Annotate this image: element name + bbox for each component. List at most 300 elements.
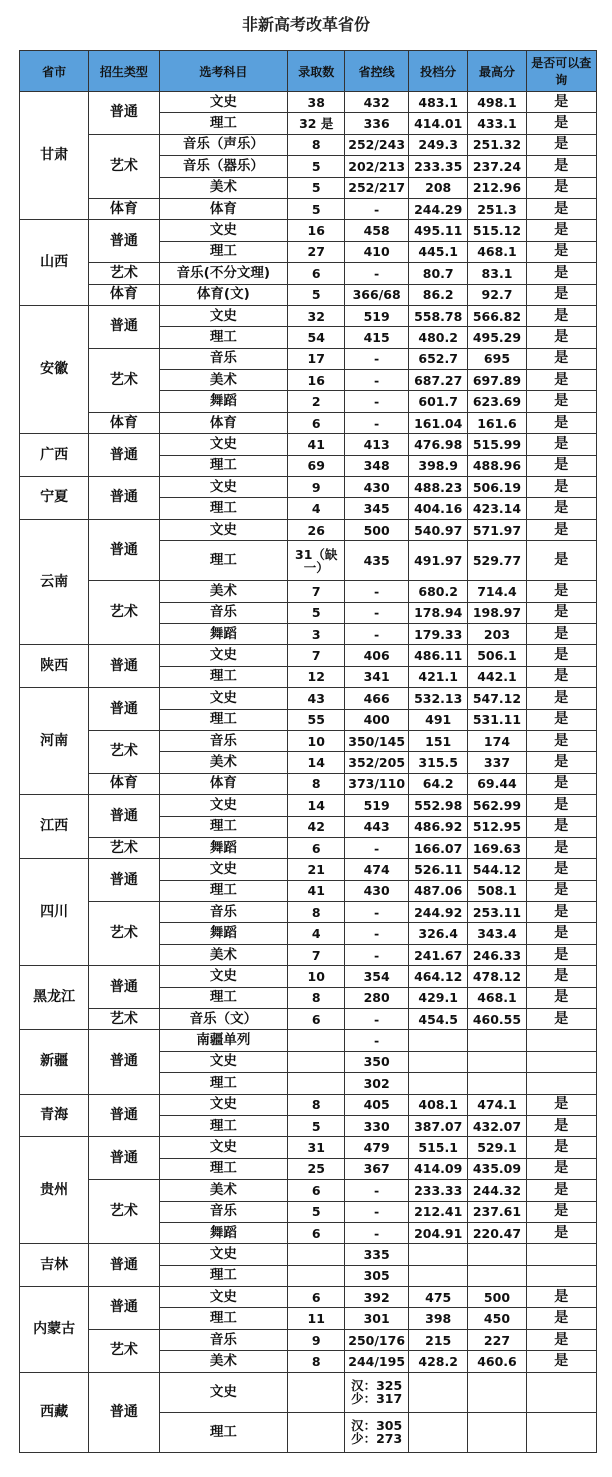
control-line-cell: 410 xyxy=(345,241,409,262)
subject-cell: 文史 xyxy=(159,859,288,880)
highest-score-cell: 571.97 xyxy=(468,519,526,540)
control-line-cell: - xyxy=(345,348,409,369)
admitted-count-cell: 41 xyxy=(288,434,345,455)
highest-score-cell: 244.32 xyxy=(468,1180,526,1201)
queryable-cell: 是 xyxy=(526,327,596,348)
subject-cell: 美术 xyxy=(159,752,288,773)
table-row xyxy=(20,773,597,794)
admitted-count-cell: 5 xyxy=(288,198,345,219)
filing-score-cell: 552.98 xyxy=(409,795,468,816)
admitted-count-cell: 6 xyxy=(288,1180,345,1201)
subject-cell: 理工 xyxy=(159,498,288,519)
queryable-cell xyxy=(526,1265,596,1286)
control-line-cell: - xyxy=(345,602,409,623)
table-row xyxy=(20,645,597,666)
filing-score-cell: 421.1 xyxy=(409,666,468,687)
province-cell: 甘肃 xyxy=(20,92,89,220)
header-province: 省市 xyxy=(20,51,89,92)
control-line-cell: 汉：305 少：273 xyxy=(345,1412,409,1452)
admission-type-cell: 普通 xyxy=(89,1094,159,1137)
highest-score-cell: 198.97 xyxy=(468,602,526,623)
queryable-cell: 是 xyxy=(526,1351,596,1372)
header-subject: 选考科目 xyxy=(159,51,288,92)
filing-score-cell: 540.97 xyxy=(409,519,468,540)
filing-score-cell: 249.3 xyxy=(409,134,468,155)
filing-score-cell: 445.1 xyxy=(409,241,468,262)
admission-type-cell: 普通 xyxy=(89,1030,159,1094)
highest-score-cell: 220.47 xyxy=(468,1222,526,1243)
subject-cell: 美术 xyxy=(159,177,288,198)
highest-score-cell: 529.77 xyxy=(468,541,526,581)
subject-cell: 体育 xyxy=(159,773,288,794)
subject-cell: 理工 xyxy=(159,113,288,134)
admitted-count-cell xyxy=(288,1051,345,1072)
subject-cell: 理工 xyxy=(159,327,288,348)
table-row xyxy=(20,795,597,816)
control-line-cell: 350/145 xyxy=(345,730,409,751)
queryable-cell: 是 xyxy=(526,1308,596,1329)
queryable-cell: 是 xyxy=(526,134,596,155)
filing-score-cell: 179.33 xyxy=(409,623,468,644)
control-line-cell: 202/213 xyxy=(345,156,409,177)
queryable-cell: 是 xyxy=(526,902,596,923)
control-line-cell: 345 xyxy=(345,498,409,519)
filing-score-cell: 515.1 xyxy=(409,1137,468,1158)
admitted-count-cell: 41 xyxy=(288,880,345,901)
queryable-cell: 是 xyxy=(526,113,596,134)
highest-score-cell xyxy=(468,1372,526,1412)
highest-score-cell xyxy=(468,1073,526,1094)
admitted-count-cell: 12 xyxy=(288,666,345,687)
subject-cell: 理工 xyxy=(159,1412,288,1452)
queryable-cell: 是 xyxy=(526,688,596,709)
highest-score-cell: 697.89 xyxy=(468,370,526,391)
filing-score-cell: 601.7 xyxy=(409,391,468,412)
province-cell: 江西 xyxy=(20,795,89,859)
queryable-cell: 是 xyxy=(526,263,596,284)
queryable-cell: 是 xyxy=(526,348,596,369)
control-line-cell: 250/176 xyxy=(345,1329,409,1350)
control-line-cell: - xyxy=(345,1030,409,1051)
admission-type-cell: 普通 xyxy=(89,1372,159,1452)
admitted-count-cell: 32 xyxy=(288,305,345,326)
subject-cell: 体育 xyxy=(159,198,288,219)
header-filing-score: 投档分 xyxy=(409,51,468,92)
highest-score-cell: 495.29 xyxy=(468,327,526,348)
subject-cell: 文史 xyxy=(159,305,288,326)
subject-cell: 文史 xyxy=(159,519,288,540)
admitted-count-cell: 5 xyxy=(288,1201,345,1222)
highest-score-cell: 432.07 xyxy=(468,1115,526,1136)
queryable-cell: 是 xyxy=(526,795,596,816)
filing-score-cell: 326.4 xyxy=(409,923,468,944)
queryable-cell: 是 xyxy=(526,1329,596,1350)
highest-score-cell: 506.19 xyxy=(468,477,526,498)
admitted-count-cell: 43 xyxy=(288,688,345,709)
admitted-count-cell: 7 xyxy=(288,645,345,666)
subject-cell: 文史 xyxy=(159,1287,288,1308)
highest-score-cell: 531.11 xyxy=(468,709,526,730)
subject-cell: 音乐(不分文理) xyxy=(159,263,288,284)
subject-cell: 文史 xyxy=(159,1372,288,1412)
highest-score-cell: 500 xyxy=(468,1287,526,1308)
queryable-cell: 是 xyxy=(526,156,596,177)
highest-score-cell: 442.1 xyxy=(468,666,526,687)
highest-score-cell: 508.1 xyxy=(468,880,526,901)
subject-cell: 音乐（文） xyxy=(159,1009,288,1030)
queryable-cell: 是 xyxy=(526,1115,596,1136)
subject-cell: 文史 xyxy=(159,795,288,816)
header-queryable: 是否可以查询 xyxy=(526,51,596,92)
filing-score-cell: 558.78 xyxy=(409,305,468,326)
admitted-count-cell: 6 xyxy=(288,1009,345,1030)
admitted-count-cell: 10 xyxy=(288,966,345,987)
table-row xyxy=(20,519,597,540)
admitted-count-cell: 14 xyxy=(288,752,345,773)
queryable-cell xyxy=(526,1372,596,1412)
highest-score-cell: 237.61 xyxy=(468,1201,526,1222)
filing-score-cell: 233.35 xyxy=(409,156,468,177)
highest-score-cell: 498.1 xyxy=(468,92,526,113)
control-line-cell: 400 xyxy=(345,709,409,730)
province-cell: 西藏 xyxy=(20,1372,89,1452)
highest-score-cell: 83.1 xyxy=(468,263,526,284)
subject-cell: 舞蹈 xyxy=(159,837,288,858)
header-admitted-count: 录取数 xyxy=(288,51,345,92)
subject-cell: 文史 xyxy=(159,688,288,709)
control-line-cell: - xyxy=(345,198,409,219)
queryable-cell: 是 xyxy=(526,581,596,602)
highest-score-cell: 246.33 xyxy=(468,944,526,965)
subject-cell: 音乐 xyxy=(159,1329,288,1350)
control-line-cell: - xyxy=(345,1009,409,1030)
table-row xyxy=(20,348,597,369)
filing-score-cell: 166.07 xyxy=(409,837,468,858)
highest-score-cell: 547.12 xyxy=(468,688,526,709)
admitted-count-cell: 16 xyxy=(288,220,345,241)
highest-score-cell: 423.14 xyxy=(468,498,526,519)
highest-score-cell: 488.96 xyxy=(468,455,526,476)
admitted-count-cell: 5 xyxy=(288,602,345,623)
control-line-cell: 430 xyxy=(345,477,409,498)
filing-score-cell: 414.01 xyxy=(409,113,468,134)
admission-type-cell: 体育 xyxy=(89,284,159,305)
filing-score-cell: 408.1 xyxy=(409,1094,468,1115)
filing-score-cell: 215 xyxy=(409,1329,468,1350)
subject-cell: 文史 xyxy=(159,434,288,455)
filing-score-cell: 429.1 xyxy=(409,987,468,1008)
admitted-count-cell: 25 xyxy=(288,1158,345,1179)
admitted-count-cell: 42 xyxy=(288,816,345,837)
highest-score-cell: 237.24 xyxy=(468,156,526,177)
admitted-count-cell: 17 xyxy=(288,348,345,369)
filing-score-cell: 244.29 xyxy=(409,198,468,219)
filing-score-cell: 241.67 xyxy=(409,944,468,965)
admission-type-cell: 普通 xyxy=(89,1287,159,1330)
queryable-cell: 是 xyxy=(526,944,596,965)
admitted-count-cell: 8 xyxy=(288,1094,345,1115)
table-row xyxy=(20,1329,597,1350)
queryable-cell: 是 xyxy=(526,241,596,262)
admitted-count-cell: 5 xyxy=(288,156,345,177)
queryable-cell: 是 xyxy=(526,837,596,858)
admitted-count-cell: 32 是 xyxy=(288,113,345,134)
filing-score-cell: 476.98 xyxy=(409,434,468,455)
table-row xyxy=(20,859,597,880)
queryable-cell xyxy=(526,1051,596,1072)
control-line-cell: 435 xyxy=(345,541,409,581)
subject-cell: 文史 xyxy=(159,92,288,113)
admitted-count-cell: 10 xyxy=(288,730,345,751)
admission-type-cell: 普通 xyxy=(89,477,159,520)
queryable-cell: 是 xyxy=(526,198,596,219)
subject-cell: 理工 xyxy=(159,455,288,476)
table-row xyxy=(20,1030,597,1051)
admitted-count-cell: 2 xyxy=(288,391,345,412)
admission-type-cell: 艺术 xyxy=(89,1329,159,1372)
subject-cell: 体育(文) xyxy=(159,284,288,305)
queryable-cell: 是 xyxy=(526,1137,596,1158)
highest-score-cell: 69.44 xyxy=(468,773,526,794)
queryable-cell: 是 xyxy=(526,752,596,773)
filing-score-cell: 680.2 xyxy=(409,581,468,602)
admission-type-cell: 艺术 xyxy=(89,902,159,966)
queryable-cell xyxy=(526,1073,596,1094)
subject-cell: 理工 xyxy=(159,1308,288,1329)
control-line-cell: 474 xyxy=(345,859,409,880)
highest-score-cell: 695 xyxy=(468,348,526,369)
queryable-cell: 是 xyxy=(526,880,596,901)
filing-score-cell: 532.13 xyxy=(409,688,468,709)
highest-score-cell: 562.99 xyxy=(468,795,526,816)
control-line-cell: 415 xyxy=(345,327,409,348)
filing-score-cell: 454.5 xyxy=(409,1009,468,1030)
highest-score-cell: 203 xyxy=(468,623,526,644)
admitted-count-cell: 8 xyxy=(288,1351,345,1372)
control-line-cell: - xyxy=(345,944,409,965)
subject-cell: 理工 xyxy=(159,541,288,581)
queryable-cell: 是 xyxy=(526,455,596,476)
queryable-cell: 是 xyxy=(526,541,596,581)
queryable-cell: 是 xyxy=(526,730,596,751)
table-row xyxy=(20,1180,597,1201)
highest-score-cell: 169.63 xyxy=(468,837,526,858)
filing-score-cell: 151 xyxy=(409,730,468,751)
queryable-cell: 是 xyxy=(526,623,596,644)
admitted-count-cell: 14 xyxy=(288,795,345,816)
table-row xyxy=(20,1372,597,1412)
admission-table xyxy=(19,50,597,1453)
admitted-count-cell: 31 xyxy=(288,1137,345,1158)
filing-score-cell xyxy=(409,1073,468,1094)
highest-score-cell: 460.6 xyxy=(468,1351,526,1372)
table-row xyxy=(20,477,597,498)
control-line-cell: 500 xyxy=(345,519,409,540)
queryable-cell: 是 xyxy=(526,177,596,198)
subject-cell: 文史 xyxy=(159,966,288,987)
table-row xyxy=(20,412,597,433)
table-row xyxy=(20,1244,597,1265)
table-row xyxy=(20,581,597,602)
queryable-cell: 是 xyxy=(526,370,596,391)
queryable-cell: 是 xyxy=(526,1222,596,1243)
subject-cell: 理工 xyxy=(159,1115,288,1136)
control-line-cell: - xyxy=(345,370,409,391)
control-line-cell: 354 xyxy=(345,966,409,987)
subject-cell: 理工 xyxy=(159,666,288,687)
table-row xyxy=(20,198,597,219)
admitted-count-cell: 8 xyxy=(288,773,345,794)
admitted-count-cell: 4 xyxy=(288,498,345,519)
highest-score-cell xyxy=(468,1244,526,1265)
control-line-cell: 350 xyxy=(345,1051,409,1072)
admission-type-cell: 普通 xyxy=(89,1244,159,1287)
control-line-cell: - xyxy=(345,1201,409,1222)
subject-cell: 音乐（器乐） xyxy=(159,156,288,177)
admitted-count-cell: 6 xyxy=(288,412,345,433)
admitted-count-cell: 7 xyxy=(288,944,345,965)
filing-score-cell: 495.11 xyxy=(409,220,468,241)
highest-score-cell: 450 xyxy=(468,1308,526,1329)
control-line-cell: - xyxy=(345,1222,409,1243)
admission-type-cell: 普通 xyxy=(89,966,159,1009)
table-row xyxy=(20,837,597,858)
admitted-count-cell: 8 xyxy=(288,902,345,923)
highest-score-cell: 92.7 xyxy=(468,284,526,305)
control-line-cell: - xyxy=(345,923,409,944)
subject-cell: 南疆单列 xyxy=(159,1030,288,1051)
filing-score-cell: 398.9 xyxy=(409,455,468,476)
province-cell: 山西 xyxy=(20,220,89,306)
queryable-cell: 是 xyxy=(526,816,596,837)
admitted-count-cell xyxy=(288,1073,345,1094)
control-line-cell: 252/243 xyxy=(345,134,409,155)
admission-type-cell: 普通 xyxy=(89,305,159,348)
control-line-cell: 519 xyxy=(345,795,409,816)
admission-type-cell: 艺术 xyxy=(89,730,159,773)
filing-score-cell: 483.1 xyxy=(409,92,468,113)
highest-score-cell: 506.1 xyxy=(468,645,526,666)
highest-score-cell: 343.4 xyxy=(468,923,526,944)
highest-score-cell: 474.1 xyxy=(468,1094,526,1115)
control-line-cell: 301 xyxy=(345,1308,409,1329)
highest-score-cell: 433.1 xyxy=(468,113,526,134)
filing-score-cell: 398 xyxy=(409,1308,468,1329)
control-line-cell: - xyxy=(345,412,409,433)
control-line-cell: 348 xyxy=(345,455,409,476)
admission-type-cell: 普通 xyxy=(89,688,159,731)
province-cell: 黑龙江 xyxy=(20,966,89,1030)
filing-score-cell: 208 xyxy=(409,177,468,198)
table-row xyxy=(20,134,597,155)
table-row xyxy=(20,263,597,284)
subject-cell: 美术 xyxy=(159,1180,288,1201)
highest-score-cell xyxy=(468,1412,526,1452)
highest-score-cell: 460.55 xyxy=(468,1009,526,1030)
province-cell: 云南 xyxy=(20,519,89,645)
control-line-cell: - xyxy=(345,581,409,602)
admission-type-cell: 艺术 xyxy=(89,263,159,284)
admitted-count-cell: 8 xyxy=(288,987,345,1008)
queryable-cell: 是 xyxy=(526,1009,596,1030)
province-cell: 青海 xyxy=(20,1094,89,1137)
filing-score-cell xyxy=(409,1265,468,1286)
subject-cell: 理工 xyxy=(159,880,288,901)
admitted-count-cell: 55 xyxy=(288,709,345,730)
subject-cell: 体育 xyxy=(159,412,288,433)
filing-score-cell: 212.41 xyxy=(409,1201,468,1222)
admitted-count-cell: 69 xyxy=(288,455,345,476)
table-body xyxy=(20,92,597,1453)
admission-type-cell: 艺术 xyxy=(89,134,159,198)
control-line-cell: 335 xyxy=(345,1244,409,1265)
control-line-cell: - xyxy=(345,902,409,923)
control-line-cell: 252/217 xyxy=(345,177,409,198)
subject-cell: 理工 xyxy=(159,816,288,837)
control-line-cell: 280 xyxy=(345,987,409,1008)
control-line-cell: 430 xyxy=(345,880,409,901)
admitted-count-cell: 5 xyxy=(288,284,345,305)
control-line-cell: 302 xyxy=(345,1073,409,1094)
table-row xyxy=(20,284,597,305)
subject-cell: 美术 xyxy=(159,944,288,965)
filing-score-cell: 464.12 xyxy=(409,966,468,987)
subject-cell: 舞蹈 xyxy=(159,391,288,412)
queryable-cell: 是 xyxy=(526,305,596,326)
filing-score-cell: 491.97 xyxy=(409,541,468,581)
filing-score-cell: 486.92 xyxy=(409,816,468,837)
filing-score-cell: 244.92 xyxy=(409,902,468,923)
admission-type-cell: 普通 xyxy=(89,434,159,477)
filing-score-cell: 475 xyxy=(409,1287,468,1308)
table-header xyxy=(20,51,597,92)
table-row xyxy=(20,1137,597,1158)
admission-type-cell: 艺术 xyxy=(89,1180,159,1244)
subject-cell: 理工 xyxy=(159,1073,288,1094)
control-line-cell: 406 xyxy=(345,645,409,666)
subject-cell: 音乐 xyxy=(159,902,288,923)
subject-cell: 文史 xyxy=(159,1244,288,1265)
queryable-cell: 是 xyxy=(526,434,596,455)
control-line-cell: 432 xyxy=(345,92,409,113)
queryable-cell: 是 xyxy=(526,284,596,305)
control-line-cell: 336 xyxy=(345,113,409,134)
province-cell: 内蒙古 xyxy=(20,1287,89,1373)
table-row xyxy=(20,1287,597,1308)
admitted-count-cell xyxy=(288,1244,345,1265)
queryable-cell: 是 xyxy=(526,1287,596,1308)
queryable-cell: 是 xyxy=(526,92,596,113)
control-line-cell: 519 xyxy=(345,305,409,326)
admitted-count-cell xyxy=(288,1265,345,1286)
queryable-cell: 是 xyxy=(526,923,596,944)
subject-cell: 美术 xyxy=(159,1351,288,1372)
control-line-cell: 366/68 xyxy=(345,284,409,305)
filing-score-cell xyxy=(409,1412,468,1452)
filing-score-cell xyxy=(409,1244,468,1265)
filing-score-cell xyxy=(409,1051,468,1072)
admitted-count-cell: 4 xyxy=(288,923,345,944)
highest-score-cell: 337 xyxy=(468,752,526,773)
subject-cell: 音乐 xyxy=(159,348,288,369)
subject-cell: 美术 xyxy=(159,581,288,602)
queryable-cell: 是 xyxy=(526,1201,596,1222)
highest-score-cell xyxy=(468,1051,526,1072)
highest-score-cell: 227 xyxy=(468,1329,526,1350)
province-cell: 广西 xyxy=(20,434,89,477)
filing-score-cell: 387.07 xyxy=(409,1115,468,1136)
queryable-cell: 是 xyxy=(526,1180,596,1201)
